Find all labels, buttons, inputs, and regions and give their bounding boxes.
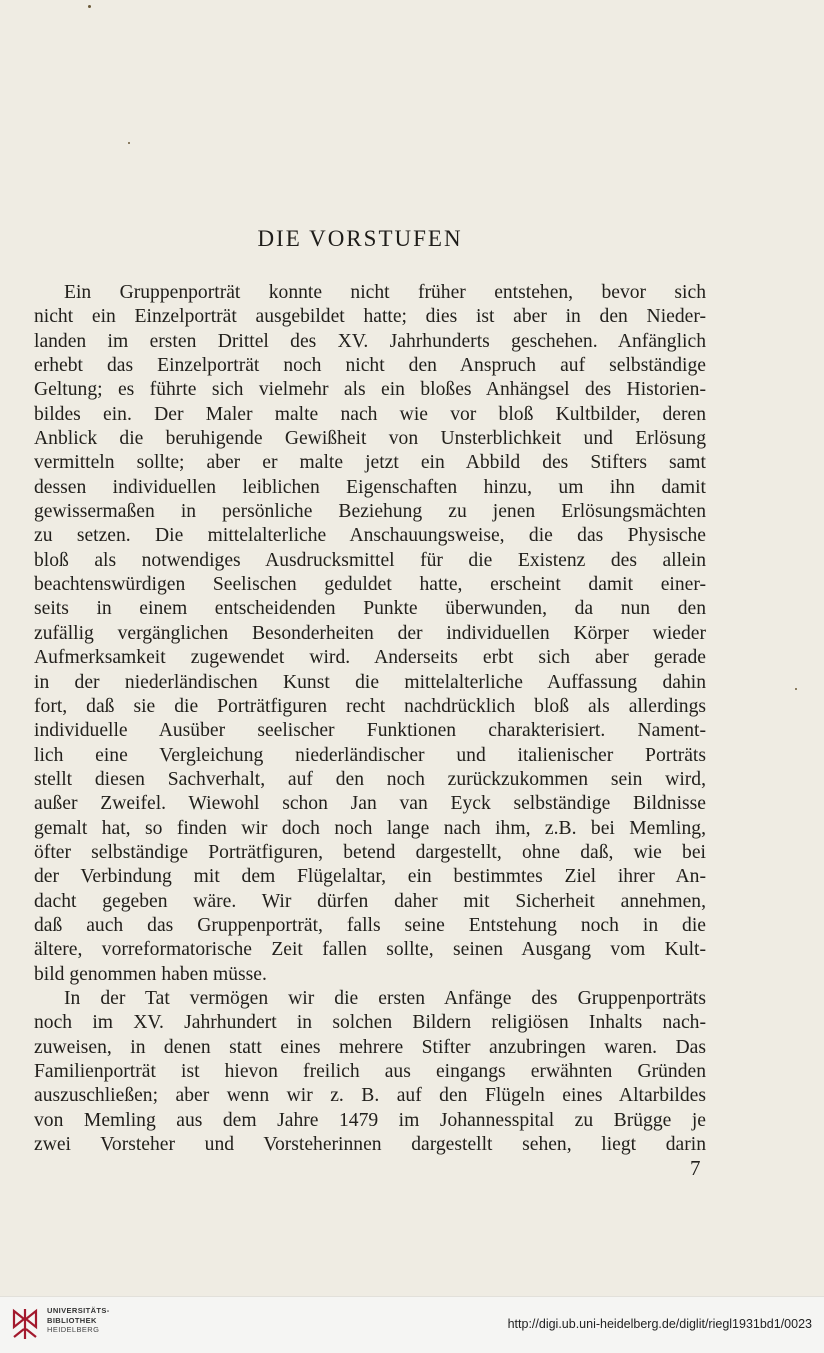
text-line: zwei Vorsteher und Vorsteherinnen dargestellt sehen, liegt darin <box>34 1134 706 1156</box>
body-text <box>34 281 706 1157</box>
text-line: gemalt hat, so finden wir doch noch lange nach ihm, z.B. bei Memling, <box>34 817 706 839</box>
text-line: zu setzen. Die mittelalterliche Anschauungsweise, die das Physische <box>34 525 706 547</box>
print-speck <box>88 5 91 8</box>
text-line: vermitteln sollte; aber er malte jetzt ein Abbild des Stifters samt <box>34 452 706 474</box>
print-speck <box>795 688 797 690</box>
text-line: fort, daß sie die Porträtfiguren recht nachdrücklich bloß als allerdings <box>34 695 706 717</box>
text-line: von Memling aus dem Jahre 1479 im Johannesspital zu Brügge je <box>34 1109 706 1131</box>
text-line: beachtenswürdigen Seelischen geduldet hatte, erscheint damit einer- <box>34 574 706 596</box>
text-line: noch im XV. Jahrhundert in solchen Bildern religiösen Inhalts nach- <box>34 1012 706 1034</box>
library-name-line: UNIVERSITÄTS- <box>47 1306 110 1315</box>
library-name-line: HEIDELBERG <box>47 1325 100 1334</box>
text-line: In der Tat vermögen wir die ersten Anfänge des Gruppenporträts <box>64 987 706 1009</box>
text-line: gewissermaßen in persönliche Beziehung zu jenen Erlösungsmächten <box>34 501 706 523</box>
print-speck <box>128 142 130 144</box>
text-line: erhebt das Einzelporträt noch nicht den Anspruch auf selbständige <box>34 355 706 377</box>
text-line: zuweisen, in denen statt eines mehrere Stifter anzubringen waren. Das <box>34 1036 706 1058</box>
text-line: Aufmerksamkeit zugewendet wird. Anderseits erbt sich aber gerade <box>34 647 706 669</box>
text-line: daß auch das Gruppenporträt, falls seine Entstehung noch in die <box>34 914 706 936</box>
text-line: der Verbindung mit dem Flügelaltar, ein bestimmtes Ziel ihrer An- <box>34 866 706 888</box>
library-seal-icon <box>10 1307 40 1341</box>
text-line: ältere, vorreformatorische Zeit fallen sollte, seinen Ausgang vom Kult- <box>34 939 706 961</box>
footer-bar <box>0 1296 824 1353</box>
source-url-link[interactable]: http://digi.ub.uni-heidelberg.de/diglit/riegl1931bd1/0023 <box>507 1317 812 1331</box>
text-line: Geltung; es führte sich vielmehr als ein bloßes Anhängsel des Historien- <box>34 379 706 401</box>
text-line: Anblick die beruhigende Gewißheit von Unsterblichkeit und Erlösung <box>34 428 706 450</box>
text-line: dacht gegeben wäre. Wir dürfen daher mit Sicherheit annehmen, <box>34 890 706 912</box>
text-line: bildes ein. Der Maler malte nach wie vor bloß Kultbilder, deren <box>34 403 706 425</box>
text-line: Familienporträt ist hievon freilich aus eingangs erwähnten Gründen <box>34 1061 706 1082</box>
text-line: auszuschließen; aber wenn wir z. B. auf den Flügeln eines Altarbildes <box>34 1085 706 1107</box>
text-line: in der niederländischen Kunst die mittelalterliche Auffassung dahin <box>34 671 706 693</box>
text-line: bild genommen haben müsse. <box>34 963 267 985</box>
library-name-line: BIBLIOTHEK <box>47 1315 97 1325</box>
text-line: zufällig vergänglichen Besonderheiten der individuellen Körper wieder <box>34 622 706 644</box>
chapter-heading: DIE VORSTUFEN <box>257 226 463 251</box>
text-line: Ein Gruppenporträt konnte nicht früher entstehen, bevor sich <box>64 282 706 303</box>
text-line: bloß als notwendiges Ausdrucksmittel für die Existenz des allein <box>34 549 706 571</box>
text-line: individuelle Ausüber seelischer Funktionen charakterisiert. Nament- <box>34 720 706 742</box>
text-line: dessen individuellen leiblichen Eigenschaften hinzu, um ihn damit <box>34 476 706 498</box>
text-line: öfter selbständige Porträtfiguren, betend dargestellt, ohne daß, wie bei <box>34 841 706 863</box>
library-name <box>47 1306 110 1335</box>
page-number: 7 <box>690 1156 701 1180</box>
text-line: lich eine Vergleichung niederländischer und italienischer Porträts <box>34 744 706 766</box>
text-line: seits in einem entscheidenden Punkte überwunden, da nun den <box>34 598 706 620</box>
text-line: landen im ersten Drittel des XV. Jahrhunderts geschehen. Anfänglich <box>34 330 706 352</box>
text-line: nicht ein Einzelporträt ausgebildet hatte; dies ist aber in den Nieder- <box>34 306 706 328</box>
text-line: außer Zweifel. Wiewohl schon Jan van Eyck selbständige Bildnisse <box>34 793 706 815</box>
text-line: stellt diesen Sachverhalt, auf den noch zurückzukommen sein wird, <box>34 768 706 790</box>
